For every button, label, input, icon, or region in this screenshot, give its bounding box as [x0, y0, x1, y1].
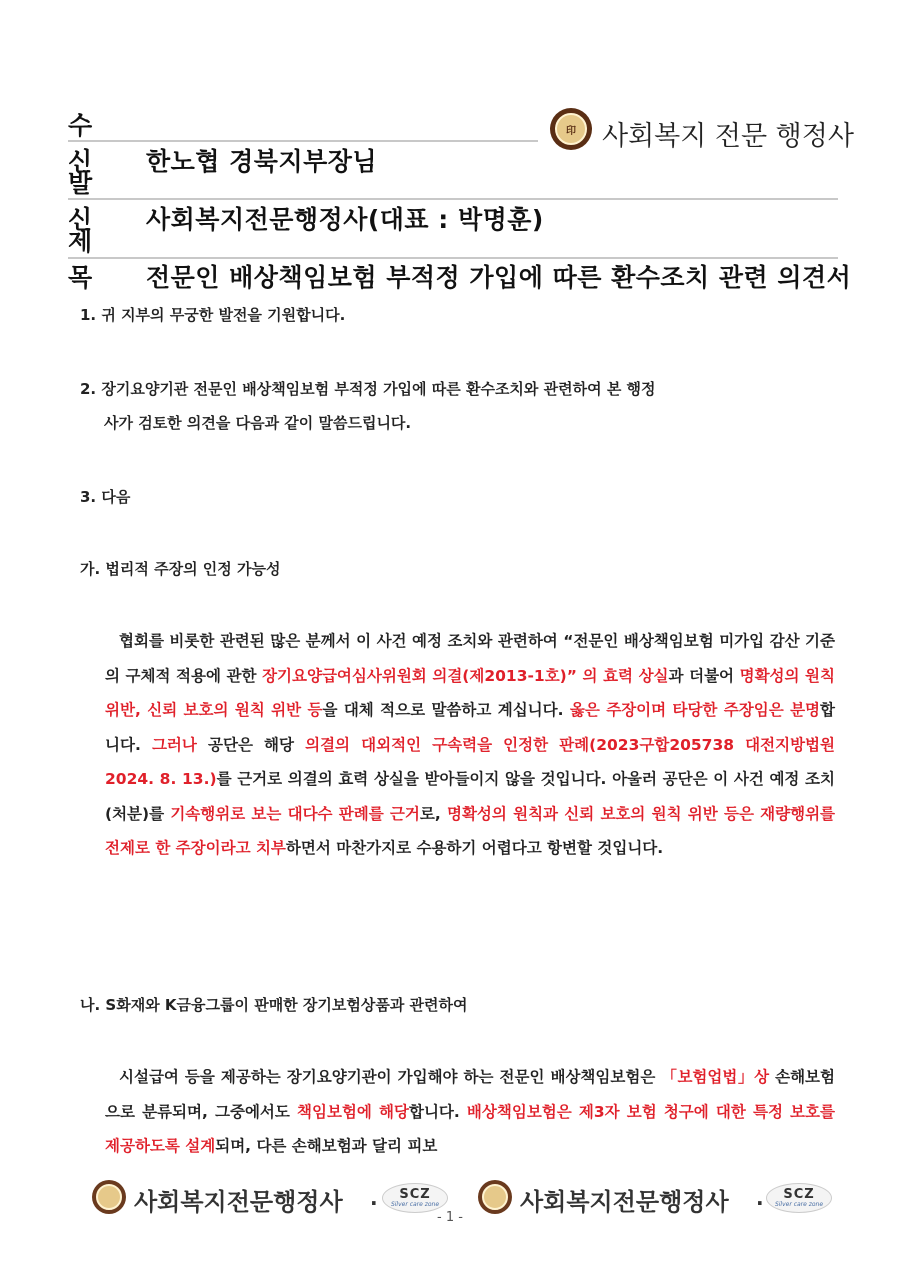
text-span: 로, [419, 804, 447, 823]
logo-text: 사회복지 전문 행정사 [602, 121, 854, 152]
highlight-span: 「보험업법」상 [661, 1068, 770, 1086]
highlight-span: 책임보험에 해당 [297, 1102, 409, 1121]
header-divider [68, 198, 838, 200]
footer-brand: 사회복지전문행정사 [134, 1187, 343, 1216]
paragraph-3: 3. 다음 [80, 488, 131, 506]
footer-dot: . [756, 1186, 764, 1210]
seal-logo-icon: 印 [550, 108, 592, 150]
to-value: 한노협 경북지부장님 [146, 147, 378, 176]
paragraph-1: 1. 귀 지부의 무궁한 발전을 기원합니다. [80, 306, 346, 324]
footer-seal-icon [92, 1180, 126, 1214]
text-span: 하면서 마찬가지로 수용하기 어렵다고 항변할 것입니다. [285, 839, 664, 857]
highlight-span: 배상책임보험은 제3자 보험 청구에 대한 특정 보호를 제공하도록 설계 [105, 1102, 835, 1155]
paragraph-2-line-2: 사가 검토한 의견을 다음과 같이 말씀드립니다. [104, 414, 412, 432]
footer-brand: 사회복지전문행정사 [520, 1187, 729, 1216]
highlight-span: 의결의 대외적인 구속력을 인정한 판례(2023구합205738 대전지방법원 2024. 8. 13.) [105, 735, 835, 788]
scz-logo-icon [382, 1183, 448, 1213]
section-ga-body [105, 624, 835, 866]
highlight-span: 옳은 주장이며 타당한 주장임은 분명 [569, 701, 821, 719]
highlight-span: 명확성의 원칙과 신뢰 보호의 원칙 위반 등은 재량행위를 전제로 한 주장이라고 치부 [105, 804, 836, 857]
scz-logo-icon [766, 1183, 832, 1213]
header-divider [68, 257, 838, 259]
text-span: 합니다. [408, 1102, 467, 1121]
from-label: 발 신 [68, 169, 101, 234]
from-value: 사회복지전문행정사(대표 : 박명훈) [146, 205, 544, 234]
text-span: 을 대체 적으로 말씀하고 계십니다. [322, 701, 570, 719]
highlight-span: 명확성의 원칙 위반, 신뢰 보호의 원칙 위반 등 [105, 666, 836, 719]
page-number: - 1 - [437, 1210, 463, 1225]
footer-dot: . [370, 1186, 378, 1210]
scz-logo-subtext: Silver care zone [390, 1201, 440, 1208]
text-span: 과 더불어 [668, 666, 740, 685]
to-label: 수 신 [68, 111, 101, 176]
paragraph-2-line-1: 2. 장기요양기관 전문인 배상책임보험 부적정 가입에 따른 환수조치와 관련하여 본 행정 [80, 380, 656, 398]
scz-logo-text: SCZ [399, 1187, 431, 1202]
text-span: 손해보험으로 분류되며, 그중에서도 [105, 1068, 835, 1121]
scz-logo-subtext: Silver care zone [774, 1201, 824, 1208]
section-heading-ga: 가. 법리적 주장의 인정 가능성 [80, 560, 281, 578]
text-span: 합니다. [105, 701, 835, 754]
section-na-body [105, 1060, 835, 1164]
text-span: 협회를 비롯한 관련된 많은 분께서 이 사건 예정 조치와 관련하여 “전문인 배상책임보험 미가입 감산 기준의 구체적 적용에 관한 [105, 632, 835, 685]
subject-label: 제 목 [68, 227, 101, 292]
subject-value: 전문인 배상책임보험 부적정 가입에 따른 환수조치 관련 의견서 [146, 263, 852, 292]
text-span: 를 근거로 의결의 효력 상실을 받아들이지 않을 것입니다. 아울러 공단은 이 사건 예정 조치(처분)를 [105, 770, 835, 823]
footer-seal-icon [478, 1180, 512, 1214]
highlight-span: 기속행위로 보는 대다수 판례를 근거 [170, 804, 420, 823]
section-heading-na: 나. S화재와 K금융그룹이 판매한 장기보험상품과 관련하여 [80, 996, 468, 1014]
highlight-span: 장기요양급여심사위원회 의결(제2013-1호)” 의 효력 상실 [262, 666, 669, 685]
text-span: 시설급여 등을 제공하는 장기요양기관이 가입해야 하는 전문인 배상책임보험은 [119, 1068, 662, 1086]
scz-logo-text: SCZ [783, 1187, 815, 1202]
header-divider [68, 140, 538, 142]
text-span: 되며, 다른 손해보험과 달리 피보 [215, 1137, 438, 1155]
highlight-span: 그러나 [151, 735, 197, 754]
text-span: 공단은 해당 [196, 735, 306, 754]
